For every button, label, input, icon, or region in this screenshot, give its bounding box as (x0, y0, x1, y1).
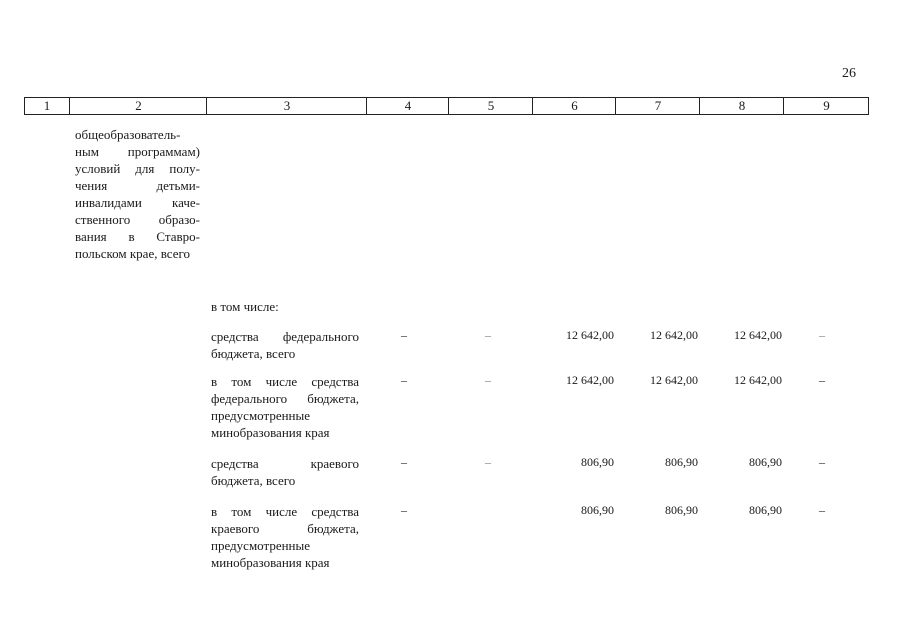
cell-col-8: 806,90 (749, 455, 782, 469)
row-label: средства федерального бюджета, всего (211, 329, 359, 361)
cell-col-4: – (401, 328, 407, 342)
header-col-2: 2 (69, 98, 207, 114)
row-label: средства краевого бюджета, всего (211, 456, 359, 488)
cell-col-9: – (819, 328, 825, 342)
cell-col-6: 806,90 (581, 455, 614, 469)
header-col-6: 6 (532, 98, 616, 114)
cell-col-5: – (485, 455, 491, 469)
page-number: 26 (842, 66, 856, 81)
header-col-8: 8 (699, 98, 784, 114)
cell-col-4: – (401, 455, 407, 469)
header-col-7: 7 (615, 98, 700, 114)
cell-col-6: 12 642,00 (566, 373, 614, 387)
cell-col-8: 806,90 (749, 503, 782, 517)
row-label: в том числе средства краевого бюджета, предусмотренные минобразования края (211, 504, 359, 570)
header-col-4: 4 (366, 98, 449, 114)
cell-col-6: 12 642,00 (566, 328, 614, 342)
col2-description: общеобразовательным программам) условий для получения детьми-инвалидами качественного образования в Ставропольском крае, всего (75, 127, 200, 261)
cell-col-7: 12 642,00 (650, 373, 698, 387)
header-col-9: 9 (783, 98, 869, 114)
cell-col-4: – (401, 373, 407, 387)
header-col-5: 5 (448, 98, 533, 114)
cell-col-4: – (401, 503, 407, 517)
cell-col-5: – (485, 373, 491, 387)
table-header (24, 97, 869, 115)
row-label: в том числе средства федерального бюджета, предусмотренные минобразования края (211, 374, 359, 440)
cell-col-5: – (485, 328, 491, 342)
header-col-3: 3 (206, 98, 367, 114)
cell-col-9: – (819, 373, 825, 387)
cell-col-9: – (819, 503, 825, 517)
row-label: в том числе: (211, 299, 279, 314)
cell-col-8: 12 642,00 (734, 328, 782, 342)
cell-col-8: 12 642,00 (734, 373, 782, 387)
cell-col-7: 806,90 (665, 455, 698, 469)
cell-col-7: 806,90 (665, 503, 698, 517)
cell-col-7: 12 642,00 (650, 328, 698, 342)
header-col-1: 1 (43, 98, 51, 113)
cell-col-6: 806,90 (581, 503, 614, 517)
cell-col-9: – (819, 455, 825, 469)
